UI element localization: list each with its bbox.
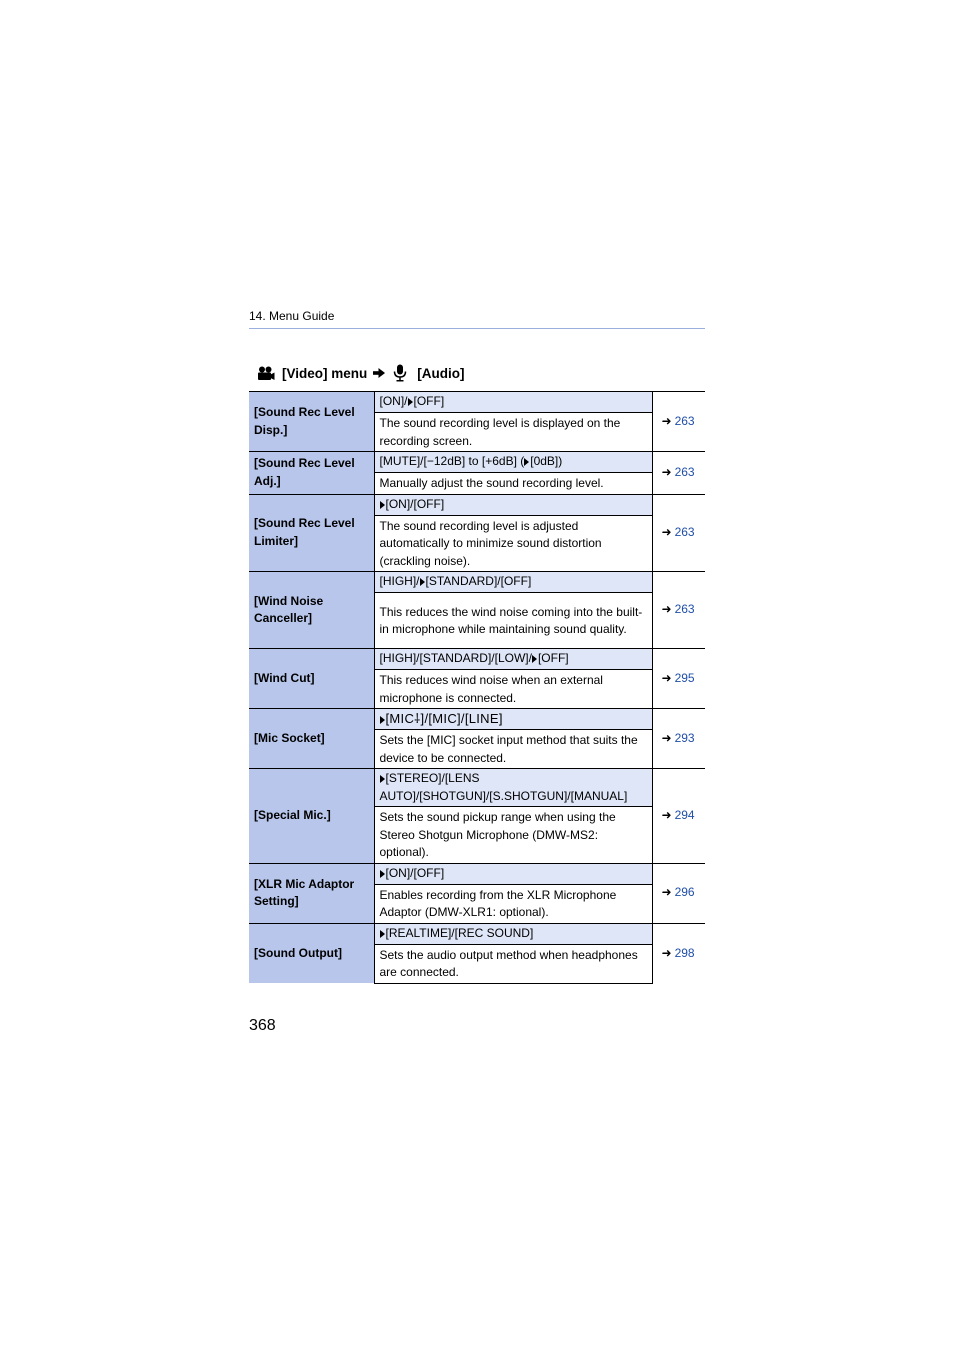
option-text: [MIC⸸]/[MIC]/[LINE] bbox=[385, 711, 503, 727]
page-link[interactable]: 294 bbox=[674, 808, 695, 822]
arrow-icon: ➜ bbox=[661, 413, 672, 428]
page-link[interactable]: 263 bbox=[674, 525, 695, 539]
chapter-title: 14. Menu Guide bbox=[249, 309, 335, 323]
audio-settings-table bbox=[249, 391, 705, 984]
setting-options bbox=[374, 863, 652, 884]
arrow-icon: ➜ bbox=[661, 602, 672, 617]
setting-description: Sets the [MIC] socket input method that suits the device to be connected. bbox=[374, 730, 652, 769]
arrow-icon: ➜ bbox=[661, 885, 672, 900]
arrow-icon: ➜ bbox=[661, 945, 672, 960]
setting-options bbox=[374, 769, 652, 807]
default-marker-icon bbox=[380, 930, 385, 938]
setting-options bbox=[374, 572, 652, 593]
arrow-icon: ➜ bbox=[661, 465, 672, 479]
table-row bbox=[249, 392, 705, 413]
page-header bbox=[249, 308, 705, 329]
setting-name: [Sound Rec Level Disp.] bbox=[249, 392, 374, 452]
page-reference[interactable] bbox=[652, 923, 705, 983]
page-link[interactable]: 263 bbox=[674, 413, 695, 428]
setting-description: The sound recording level is displayed on the recording screen. bbox=[374, 413, 652, 452]
page-link[interactable]: 263 bbox=[674, 602, 695, 617]
table-row bbox=[249, 572, 705, 593]
table-row bbox=[249, 709, 705, 730]
page-link[interactable]: 296 bbox=[674, 885, 695, 900]
page-reference[interactable] bbox=[652, 863, 705, 923]
option-text: [MUTE]/[−12dB] to [+6dB] ( bbox=[379, 454, 525, 469]
video-camera-icon bbox=[257, 366, 275, 381]
setting-name: [Wind Cut] bbox=[249, 649, 374, 709]
page-reference[interactable] bbox=[652, 709, 705, 769]
arrow-icon: ➜ bbox=[661, 525, 672, 539]
option-text: [HIGH]/[STANDARD]/[LOW]/ bbox=[379, 651, 532, 666]
option-text: [STANDARD]/[OFF] bbox=[425, 574, 532, 589]
page-reference[interactable] bbox=[652, 494, 705, 572]
setting-description: Manually adjust the sound recording level. bbox=[374, 473, 652, 495]
page-reference[interactable] bbox=[652, 392, 705, 452]
setting-description: Enables recording from the XLR Microphone Adaptor (DMW-XLR1: optional). bbox=[374, 884, 652, 923]
option-text: [ON]/[OFF] bbox=[385, 496, 445, 511]
setting-name: [Sound Output] bbox=[249, 923, 374, 983]
default-marker-icon bbox=[408, 398, 413, 406]
table-row bbox=[249, 649, 705, 670]
setting-options bbox=[374, 452, 652, 473]
option-text: [HIGH]/ bbox=[379, 574, 420, 589]
page-reference[interactable] bbox=[652, 769, 705, 864]
setting-description: This reduces the wind noise coming into the built-in microphone while maintaining sound quality. bbox=[374, 593, 652, 649]
setting-options bbox=[374, 494, 652, 515]
arrow-icon: ➜ bbox=[661, 730, 672, 745]
arrow-icon: ➜ bbox=[661, 808, 672, 822]
default-marker-icon bbox=[380, 775, 385, 783]
video-menu-label: [Video] menu bbox=[282, 365, 368, 381]
audio-menu-label: [Audio] bbox=[417, 365, 465, 381]
default-marker-icon bbox=[380, 716, 385, 724]
default-marker-icon bbox=[380, 501, 385, 509]
table-row bbox=[249, 923, 705, 944]
default-marker-icon bbox=[380, 870, 385, 878]
setting-options bbox=[374, 709, 652, 730]
microphone-icon bbox=[393, 364, 407, 382]
page-reference[interactable] bbox=[652, 649, 705, 709]
section-title bbox=[257, 361, 465, 385]
right-arrow-icon bbox=[373, 368, 385, 378]
setting-name: [Sound Rec Level Adj.] bbox=[249, 452, 374, 495]
table-row bbox=[249, 494, 705, 515]
page-reference[interactable] bbox=[652, 572, 705, 649]
arrow-icon: ➜ bbox=[661, 670, 672, 685]
setting-description: Sets the sound pickup range when using the Stereo Shotgun Microphone (DMW-MS2: optional). bbox=[374, 807, 652, 864]
table-row bbox=[249, 863, 705, 884]
option-text: [REALTIME]/[REC SOUND] bbox=[385, 925, 534, 940]
page-link[interactable]: 293 bbox=[674, 730, 695, 745]
option-text: [ON]/[OFF] bbox=[385, 865, 445, 880]
setting-options bbox=[374, 649, 652, 670]
setting-options bbox=[374, 392, 652, 413]
page-reference[interactable] bbox=[652, 452, 705, 495]
setting-name: [Special Mic.] bbox=[249, 769, 374, 864]
setting-options bbox=[374, 923, 652, 944]
default-marker-icon bbox=[532, 655, 537, 663]
setting-name: [Wind Noise Canceller] bbox=[249, 572, 374, 649]
option-text: [OFF] bbox=[413, 394, 445, 409]
page-number: 368 bbox=[249, 1017, 276, 1034]
option-text: [ON]/ bbox=[379, 394, 408, 409]
setting-description: Sets the audio output method when headphones are connected. bbox=[374, 944, 652, 983]
setting-description: This reduces wind noise when an external microphone is connected. bbox=[374, 670, 652, 709]
table-row bbox=[249, 769, 705, 807]
page-link[interactable]: 295 bbox=[674, 670, 695, 685]
option-text: [OFF] bbox=[537, 651, 569, 666]
setting-name: [XLR Mic Adaptor Setting] bbox=[249, 863, 374, 923]
option-text: [STEREO]/[LENS AUTO]/[SHOTGUN]/[S.SHOTGUN]/[MANUAL] bbox=[379, 771, 628, 803]
page-link[interactable]: 263 bbox=[674, 465, 695, 479]
default-marker-icon bbox=[524, 458, 529, 466]
table-row bbox=[249, 452, 705, 473]
setting-description: The sound recording level is adjusted automatically to minimize sound distortion (crackling noise). bbox=[374, 515, 652, 572]
setting-name: [Sound Rec Level Limiter] bbox=[249, 494, 374, 572]
setting-name: [Mic Socket] bbox=[249, 709, 374, 769]
option-text: [0dB]) bbox=[530, 454, 563, 469]
page-link[interactable]: 298 bbox=[674, 945, 695, 960]
default-marker-icon bbox=[420, 578, 425, 586]
